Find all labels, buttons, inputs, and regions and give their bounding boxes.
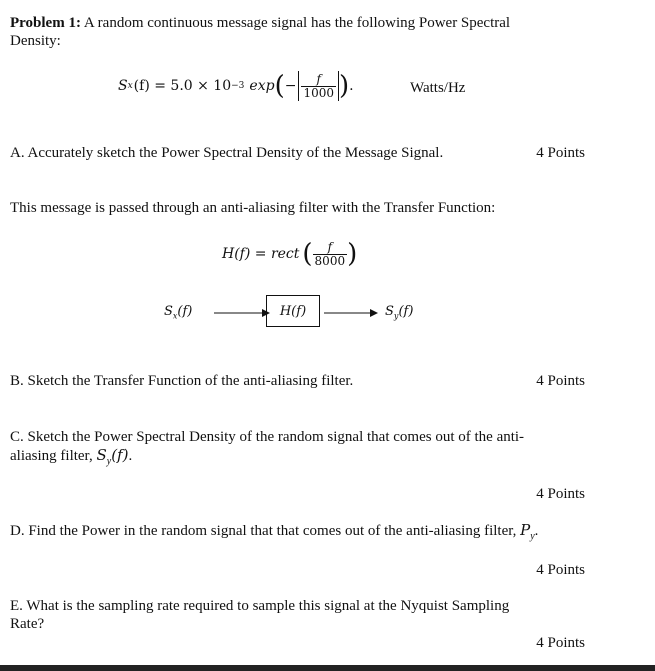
filter-intro: This message is passed through an anti-aliasing filter with the Transfer Function: — [10, 200, 496, 216]
psd-lhs-sub: x — [127, 81, 133, 91]
part-c-sym: S — [96, 446, 107, 464]
part-c-sym-arg: (f) — [111, 446, 129, 464]
filter-numerator: f — [327, 239, 333, 254]
psd-close-paren: ) — [339, 71, 350, 101]
psd-lhs: S — [118, 78, 128, 94]
psd-minus: − — [284, 78, 297, 94]
psd-equation — [118, 68, 354, 104]
block-output-label — [385, 304, 413, 321]
psd-denominator: 1000 — [303, 85, 334, 100]
problem-intro — [10, 14, 640, 32]
part-a-points: 4 Points — [536, 145, 585, 161]
filter-fraction — [313, 241, 348, 268]
part-d-sym: P — [520, 521, 531, 539]
part-e-line1: E. What is the sampling rate required to sample this signal at the Nyquist Sampling — [10, 598, 510, 614]
block-input-arg: (f) — [177, 304, 193, 319]
problem-intro-line1: A random continuous message signal has the following Power Spectral — [83, 15, 511, 31]
output-arrowhead — [370, 309, 378, 317]
filter-close-paren: ) — [347, 239, 358, 269]
part-a-text: A. Accurately sketch the Power Spectral Density of the Message Signal. — [10, 145, 444, 161]
part-d-text-body: D. Find the Power in the random signal that that comes out of the anti-aliasing filter, — [10, 523, 521, 539]
bottom-edge-bar — [0, 665, 655, 671]
psd-trailer: . — [349, 78, 354, 94]
filter-lhs: H(f) = rect — [222, 246, 300, 262]
filter-block — [266, 295, 320, 327]
psd-units: Watts/Hz — [410, 80, 466, 96]
part-c-points: 4 Points — [536, 486, 585, 502]
problem-intro-line2: Density: — [10, 33, 61, 49]
part-c-line2-text: aliasing filter, — [10, 448, 97, 464]
block-input-label — [164, 304, 192, 321]
part-d-text — [10, 521, 538, 546]
part-c-end: . — [128, 448, 133, 464]
block-input-sub: x — [172, 311, 178, 321]
filter-open-paren: ( — [302, 239, 313, 269]
part-b-points: 4 Points — [536, 373, 585, 389]
block-input-sym: S — [164, 304, 173, 319]
filter-block-label: H(f) — [279, 303, 307, 319]
problem-label: Problem 1: — [10, 15, 81, 31]
psd-func: exp — [249, 78, 275, 94]
part-e-points: 4 Points — [536, 635, 585, 651]
part-d-points: 4 Points — [536, 562, 585, 578]
block-output-arg: (f) — [398, 304, 414, 319]
part-b-text: B. Sketch the Transfer Function of the anti-aliasing filter. — [10, 373, 354, 389]
part-c-line2 — [10, 446, 132, 471]
part-c-line1: C. Sketch the Power Spectral Density of the random signal that comes out of the anti- — [10, 429, 525, 445]
psd-exponent: −3 — [231, 81, 245, 91]
filter-equation — [222, 236, 357, 272]
part-d-sym-sub: y — [530, 531, 535, 542]
block-output-sub: y — [393, 311, 399, 321]
psd-abs-left — [298, 71, 299, 101]
part-d-end: . — [534, 523, 539, 539]
filter-denominator: 8000 — [314, 253, 346, 268]
psd-open-paren: ( — [274, 71, 285, 101]
part-c-sym-sub: y — [106, 456, 112, 467]
part-e-line2: Rate? — [10, 616, 45, 632]
psd-lhs-arg: (f) = 5.0 × 10 — [133, 78, 232, 94]
psd-fraction — [301, 73, 336, 100]
psd-numerator: f — [316, 71, 321, 86]
block-output-sym: S — [385, 304, 394, 319]
